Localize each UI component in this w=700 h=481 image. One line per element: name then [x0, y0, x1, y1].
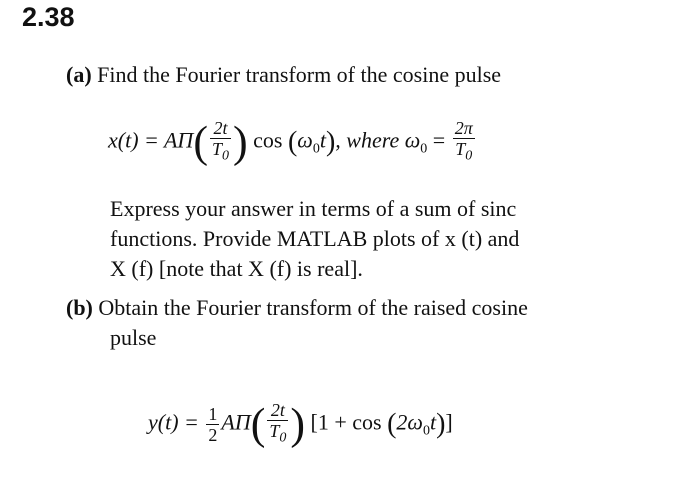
part-a-paragraph: [110, 194, 519, 284]
part-a-text: Find the Fourier transform of the cosine pulse: [97, 62, 502, 87]
eq-a-cos: cos: [253, 127, 283, 153]
equation-b: y(t) = $\frac{1}{2}$ AΠ( $\frac{2t}{T_0}$ ) $[1 + \cos (2\omega_0t)]$: [148, 399, 453, 449]
paren-left: (: [193, 117, 208, 167]
fraction-2t-over-T0: $\frac{2t}{T_0}$: [210, 118, 231, 167]
part-b-heading: [66, 293, 528, 353]
eq-a-where: , where ω: [335, 127, 421, 153]
fraction-2pi-over-T0: $\frac{2\pi}{T_0}$: [453, 118, 475, 167]
part-a-line-1: Express your answer in terms of a sum of sinc: [110, 196, 517, 221]
fraction-2t-over-T0-b: $\frac{2t}{T_0}$: [267, 400, 288, 449]
part-b-line-1: Obtain the Fourier transform of the raised cosine: [98, 295, 528, 320]
part-a-heading: [66, 62, 501, 88]
part-b-line-2: pulse: [110, 325, 157, 350]
paren-right: ): [232, 117, 248, 167]
eq-a-lhs: x(t) = AΠ: [108, 127, 194, 153]
problem-number: 2.38: [22, 2, 75, 32]
part-a-label: (a): [66, 62, 92, 87]
part-a-line-3: X (f) [note that X (f) is real].: [110, 256, 363, 281]
part-a-line-2: functions. Provide MATLAB plots of x (t) and: [110, 226, 520, 251]
part-b-label: (b): [66, 295, 93, 320]
equation-a: x(t) = AΠ( $\frac{2t}{T_0}$ ) $\cos (\omega_0t)$, where $\omega_0$ = $\frac{2\pi}{T_0}$: [108, 117, 473, 167]
fraction-one-half: $\frac{1}{2}$: [208, 403, 218, 445]
